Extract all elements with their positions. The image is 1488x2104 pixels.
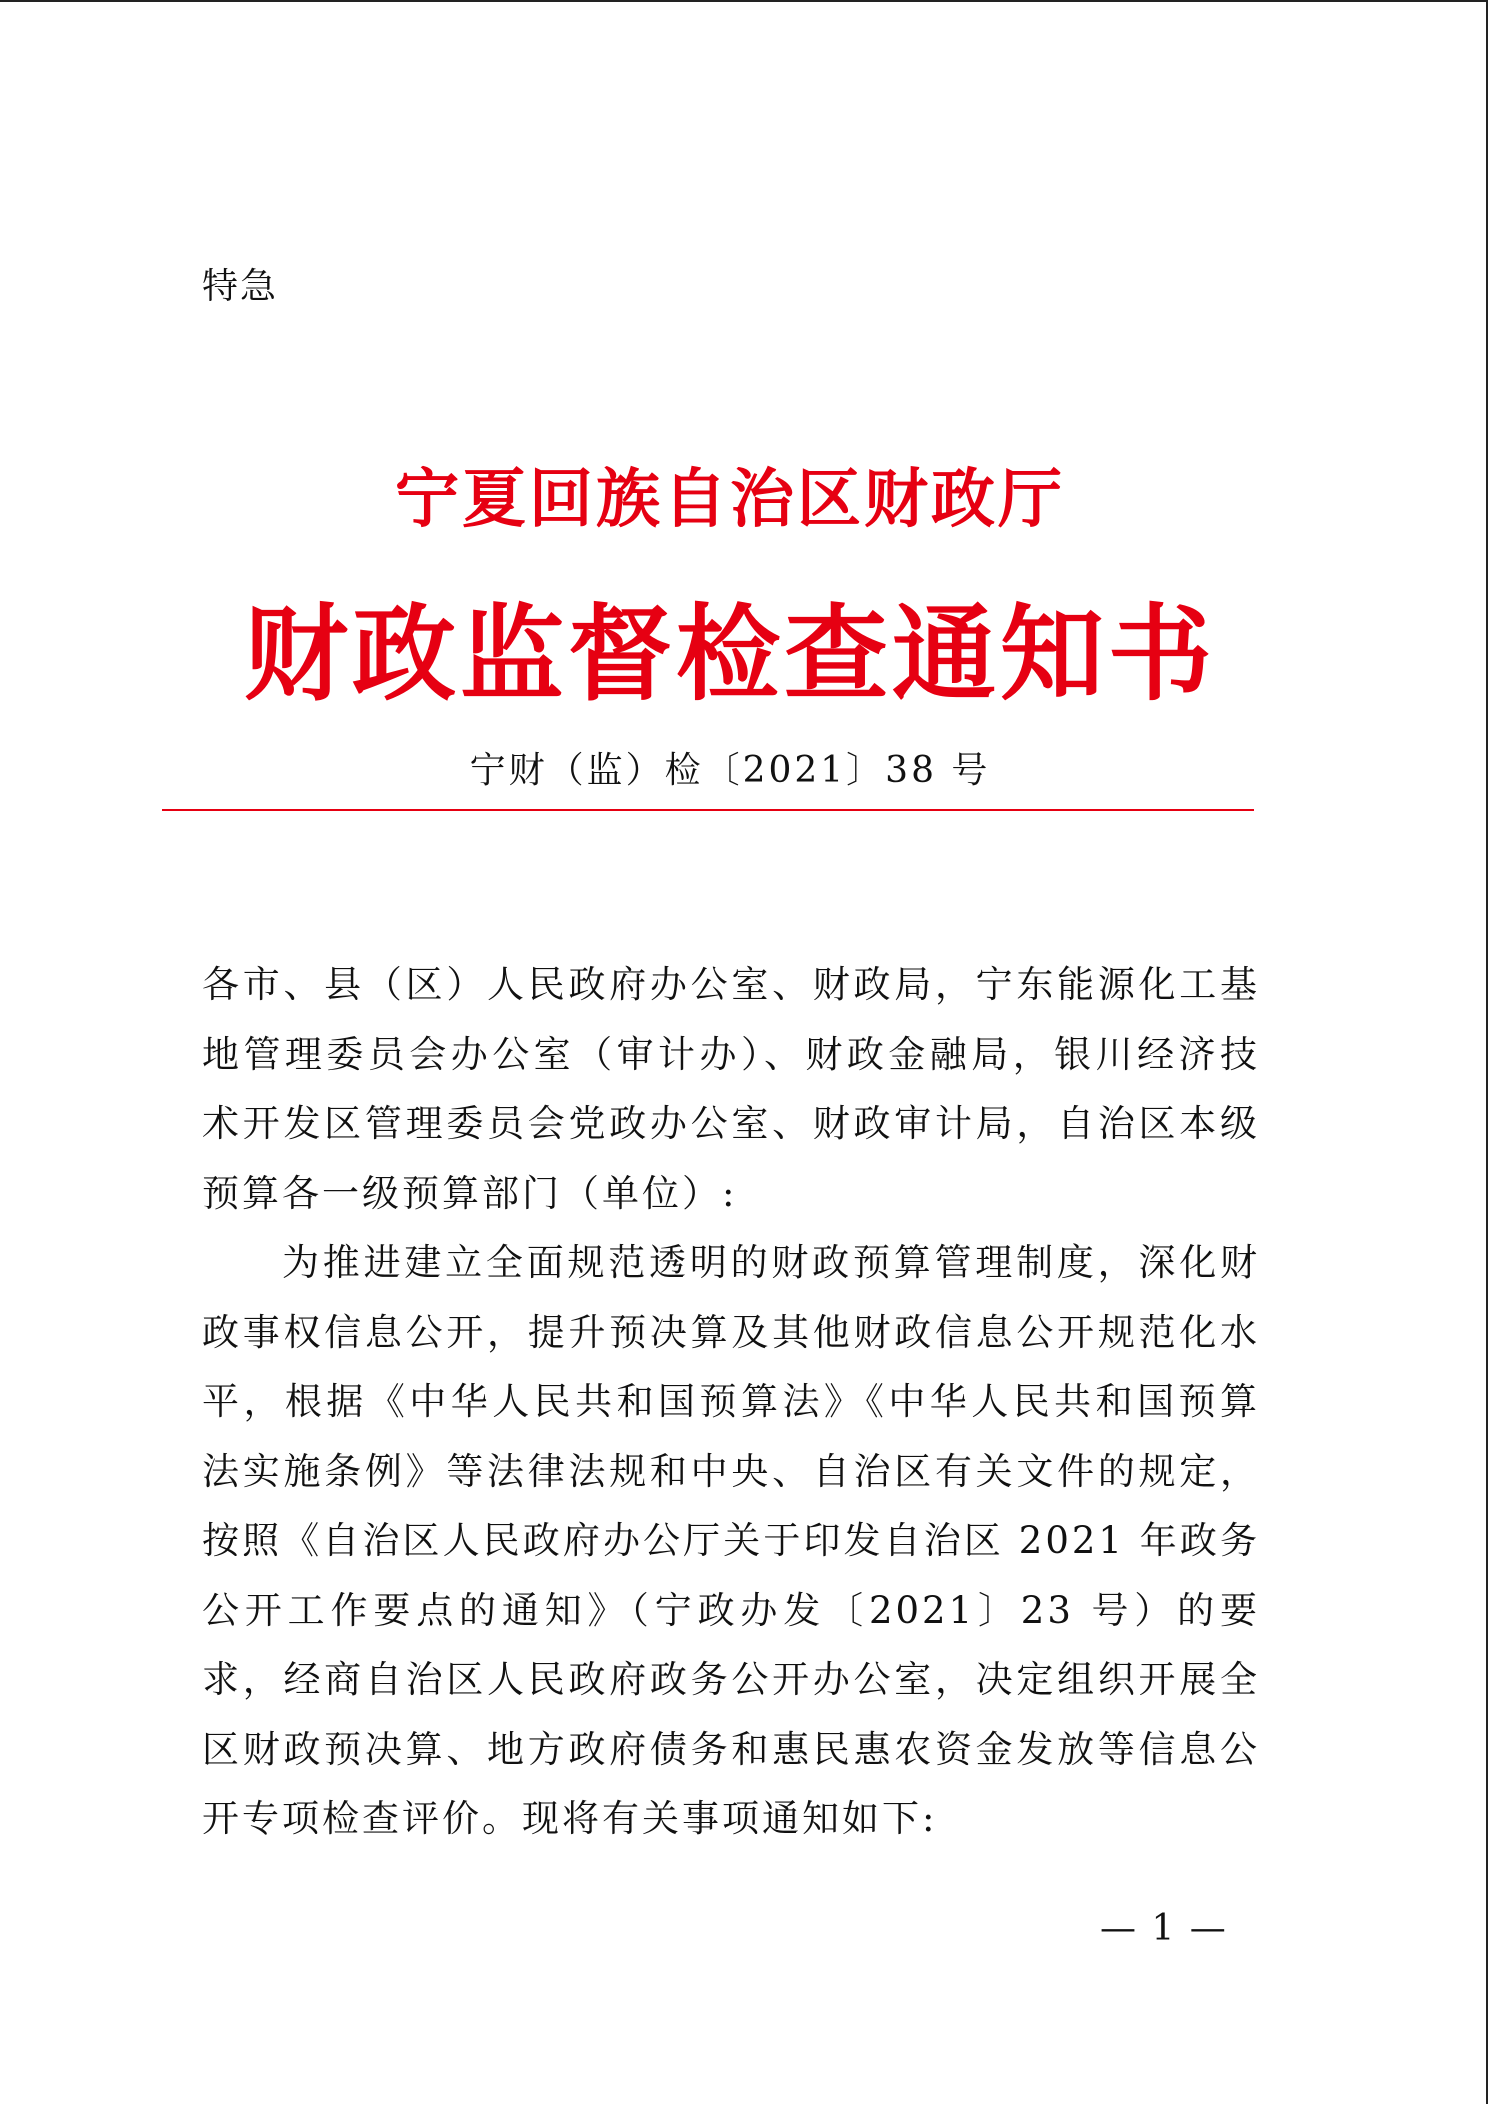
urgency-label: 特急 [202, 266, 279, 307]
page-top-border [0, 0, 1488, 2]
document-number: 宁财（监）检〔2021〕38 号 [469, 750, 991, 791]
addressees: 各市、县（区）人民政府办公室、财政局，宁东能源化工基地管理委员会办公室（审计办）、财政金融局，银川经济技术开发区管理委员会党政办公室、财政审计局，自治区本级预算各一级预算部门（单位）: [202, 963, 1260, 1215]
issuing-agency: 宁夏回族自治区财政厅 [395, 462, 1065, 537]
body-paragraph-1: 为推进建立全面规范透明的财政预算管理制度，深化财政事权信息公开，提升预决算及其他财政信息公开规范化水平，根据《中华人民共和国预算法》《中华人民共和国预算法实施条例》等法律法规和中央、自治区有关文件的规定，按照《自治区人民政府办公厅关于印发自治区 2021 年政务公开工作要点的通知》（宁政办发〔2021〕23 号）的要求，经商自治区人民政府政务公开办公室，决定组织开展全区财政预决算、地方政府债务和惠民惠农资金发放等信息公开专项检查评价。现将有关事项通知如下: [202, 1241, 1260, 1840]
red-separator-line [162, 809, 1254, 811]
document-title: 财政监督检查通知书 [243, 592, 1216, 715]
document-body [202, 950, 1260, 1854]
page-number: — 1 — [1100, 1908, 1228, 1949]
